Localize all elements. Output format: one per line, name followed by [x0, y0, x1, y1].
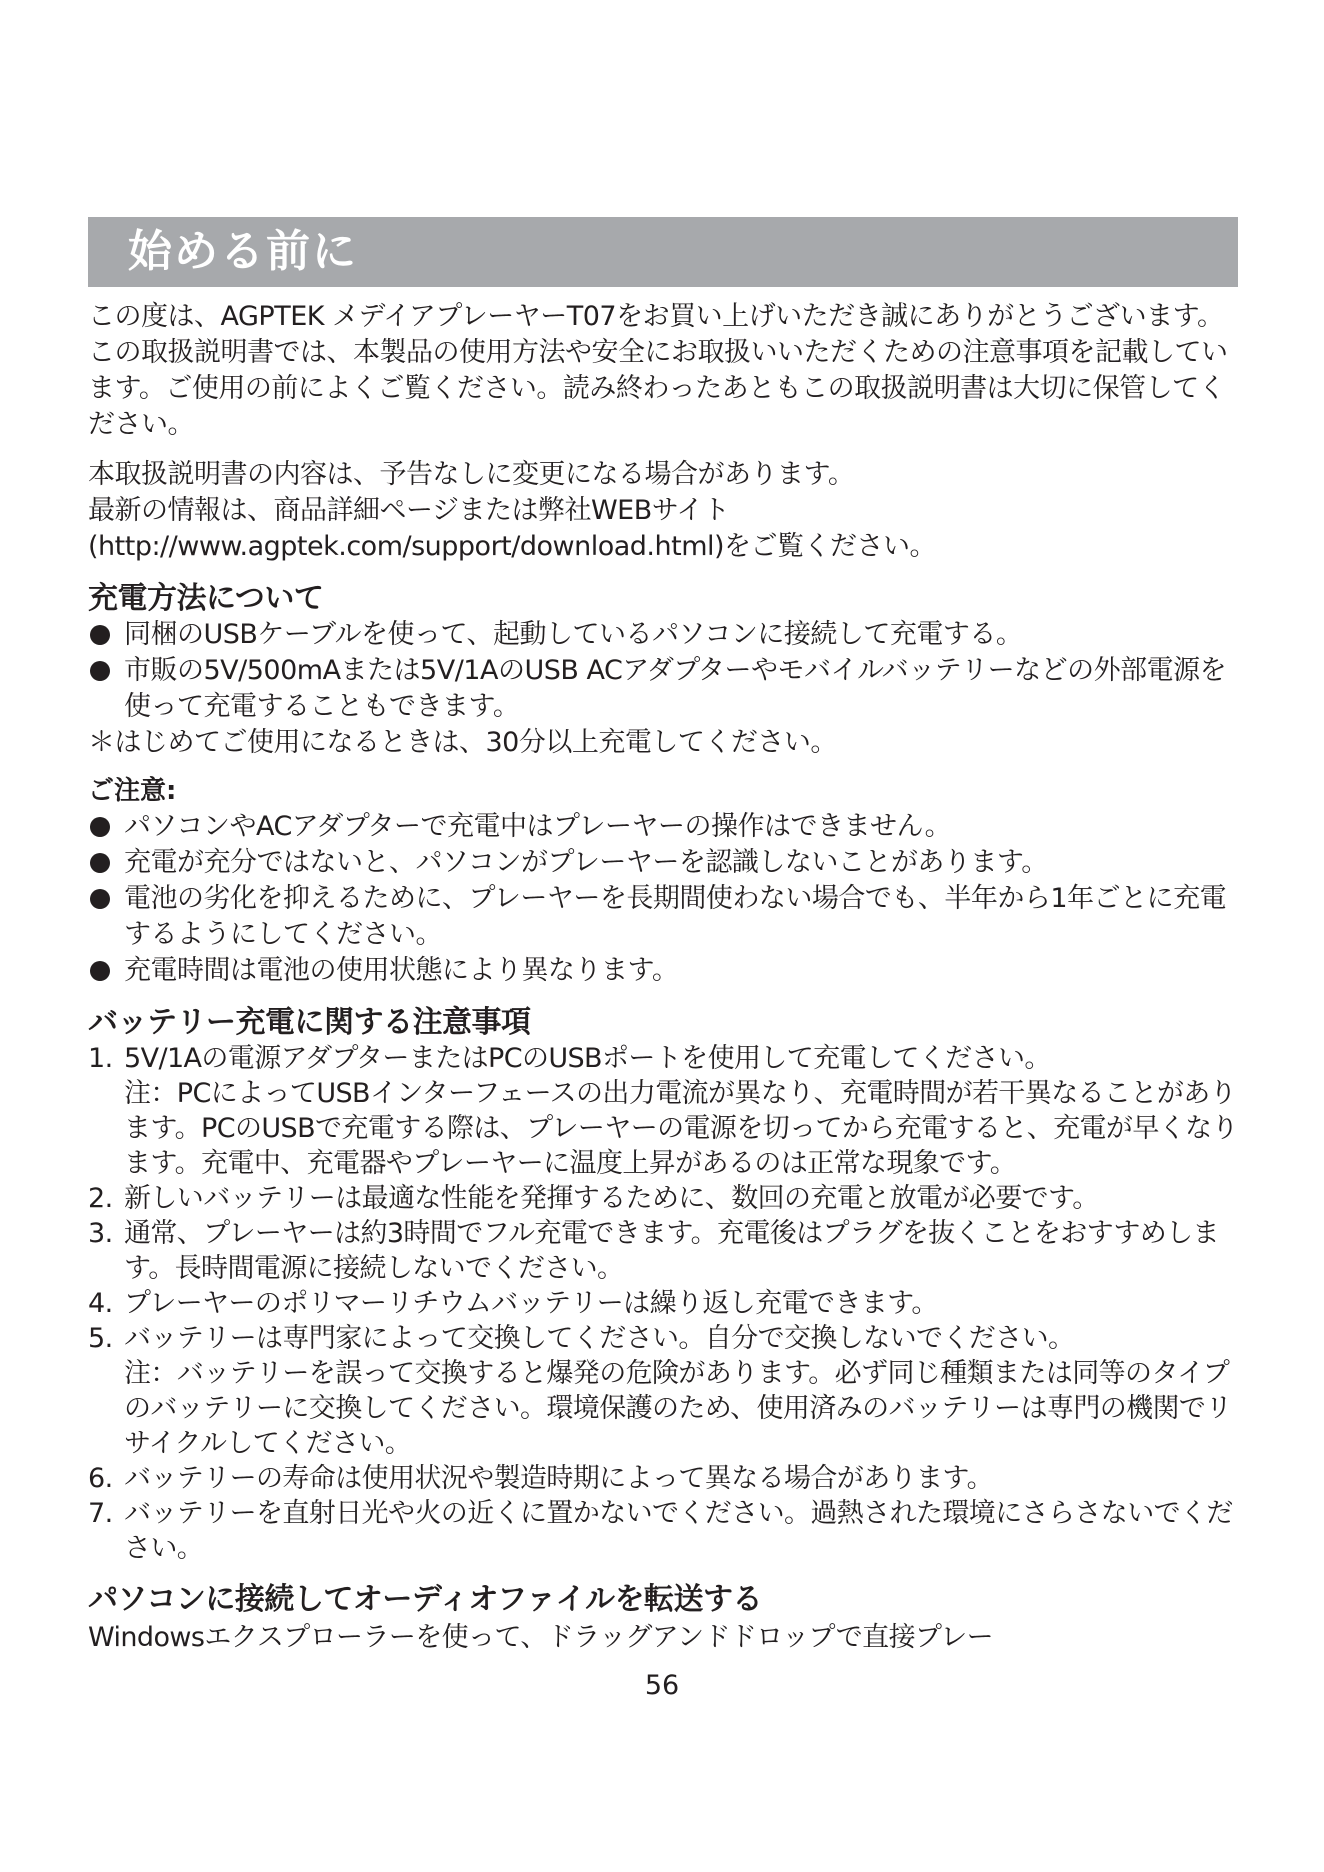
caution-heading: ご注意:: [88, 776, 177, 806]
transfer-text: Windowsエクスプローラーを使って、ドラッグアンドドロップで直接プレー: [88, 1622, 994, 1653]
battery-heading: バッテリー充電に関する注意事項: [88, 1005, 531, 1040]
charging-heading: 充電方法について: [88, 581, 324, 616]
bullet-icon: [90, 889, 110, 909]
intro-text: この度は、AGPTEK メデイアプレーヤーT07をお買い上げいただき誠にありがとうございます。この取扱説明書では、本製品の使用方法や安全にお取扱いいただくための注意事項を記載しています。ご使用の前によくご覧ください。読み終わったあともこの取扱説明書は大切に保管してください。: [88, 301, 1228, 440]
list-item: 2. 新しいバッテリーは最適な性能を発揮するために、数回の充電と放電が必要です。: [88, 1183, 1099, 1214]
bullet-icon: [90, 853, 110, 873]
transfer-heading: パソコンに接続してオーディオファイルを転送する: [88, 1582, 762, 1617]
list-item: 6. バッテリーの寿命は使用状況や製造時期によって異なる場合があります。: [88, 1463, 994, 1494]
charging-list: [88, 617, 1238, 725]
item-note: 注：PCによってUSBインターフェースの出力電流が異なり、充電時間が若干異なることがあります。PCのUSBで充電する際は、プレーヤーの電源を切ってから充電すると、充電が早くなります。充電中、充電器やプレーヤーに温度上昇があるのは正常な現象です。: [124, 1078, 1238, 1179]
list-item: パソコンやACアダプターで充電中はプレーヤーの操作はできません。: [88, 809, 1238, 845]
charging-star-note: ＊はじめてご使用になるときは、30分以上充電してください。: [88, 727, 837, 758]
bullet-icon: [90, 625, 110, 645]
list-item: 5. バッテリーは専門家によって交換してください。自分で交換しないでください。 注：バッテリーを誤って交換すると爆発の危険があります。必ず同じ種類または同等のタイプのバッテリーに交換してください。環境保護のため、使用済みのバッテリーは専門の機関でリサイクルしてください。: [88, 1321, 1238, 1461]
page-number: 56: [644, 1670, 680, 1701]
list-item: 7. バッテリーを直射日光や火の近くに置かないでください。過熱された環境にさらさないでください。: [88, 1498, 1233, 1564]
list-item: 市販の5V/500mAまたは5V/1AのUSB ACアダプターやモバイルバッテリーなどの外部電源を使って充電することもできます。: [88, 653, 1238, 725]
notice-line: 最新の情報は、商品詳細ページまたは弊社WEBサイト: [88, 495, 730, 526]
battery-list: [88, 1041, 1238, 1566]
list-item: 4. プレーヤーのポリマーリチウムバッテリーは繰り返し充電できます。: [88, 1288, 938, 1319]
notice-paragraph: [88, 457, 1238, 565]
manual-page: [88, 217, 1238, 1656]
list-item: 充電時間は電池の使用状態により異なります。: [88, 953, 1238, 989]
intro-paragraph: [88, 299, 1238, 443]
list-item: 3. 通常、プレーヤーは約3時間でフル充電できます。充電後はプラグを抜くことをおすすめします。長時間電源に接続しないでください。: [88, 1218, 1219, 1284]
caution-list: [88, 809, 1238, 989]
notice-url-line: (http://www.agptek.com/support/download.html)をご覧ください。: [88, 531, 937, 562]
bullet-icon: [90, 817, 110, 837]
section-banner: 始める前に: [88, 217, 1238, 287]
list-item: 1. 5V/1Aの電源アダプターまたはPCのUSBポートを使用して充電してください。 注：PCによってUSBインターフェースの出力電流が異なり、充電時間が若干異なることがあります。PCのUSBで充電する際は、プレーヤーの電源を切ってから充電すると、充電が早くなります。充電中、充電器やプレーヤーに温度上昇があるのは正常な現象です。: [88, 1043, 1238, 1179]
list-item: 電池の劣化を抑えるために、プレーヤーを長期間使わない場合でも、半年から1年ごとに充電するようにしてください。: [88, 881, 1238, 953]
notice-line: 本取扱説明書の内容は、予告なしに変更になる場合があります。: [88, 459, 855, 490]
bullet-icon: [90, 661, 110, 681]
item-note: 注：バッテリーを誤って交換すると爆発の危険があります。必ず同じ種類または同等のタイプのバッテリーに交換してください。環境保護のため、使用済みのバッテリーは専門の機関でリサイクルしてください。: [124, 1358, 1232, 1459]
list-item: 充電が充分ではないと、パソコンがプレーヤーを認識しないことがあります。: [88, 845, 1238, 881]
list-item: 同梱のUSBケーブルを使って、起動しているパソコンに接続して充電する。: [88, 617, 1238, 653]
bullet-icon: [90, 961, 110, 981]
